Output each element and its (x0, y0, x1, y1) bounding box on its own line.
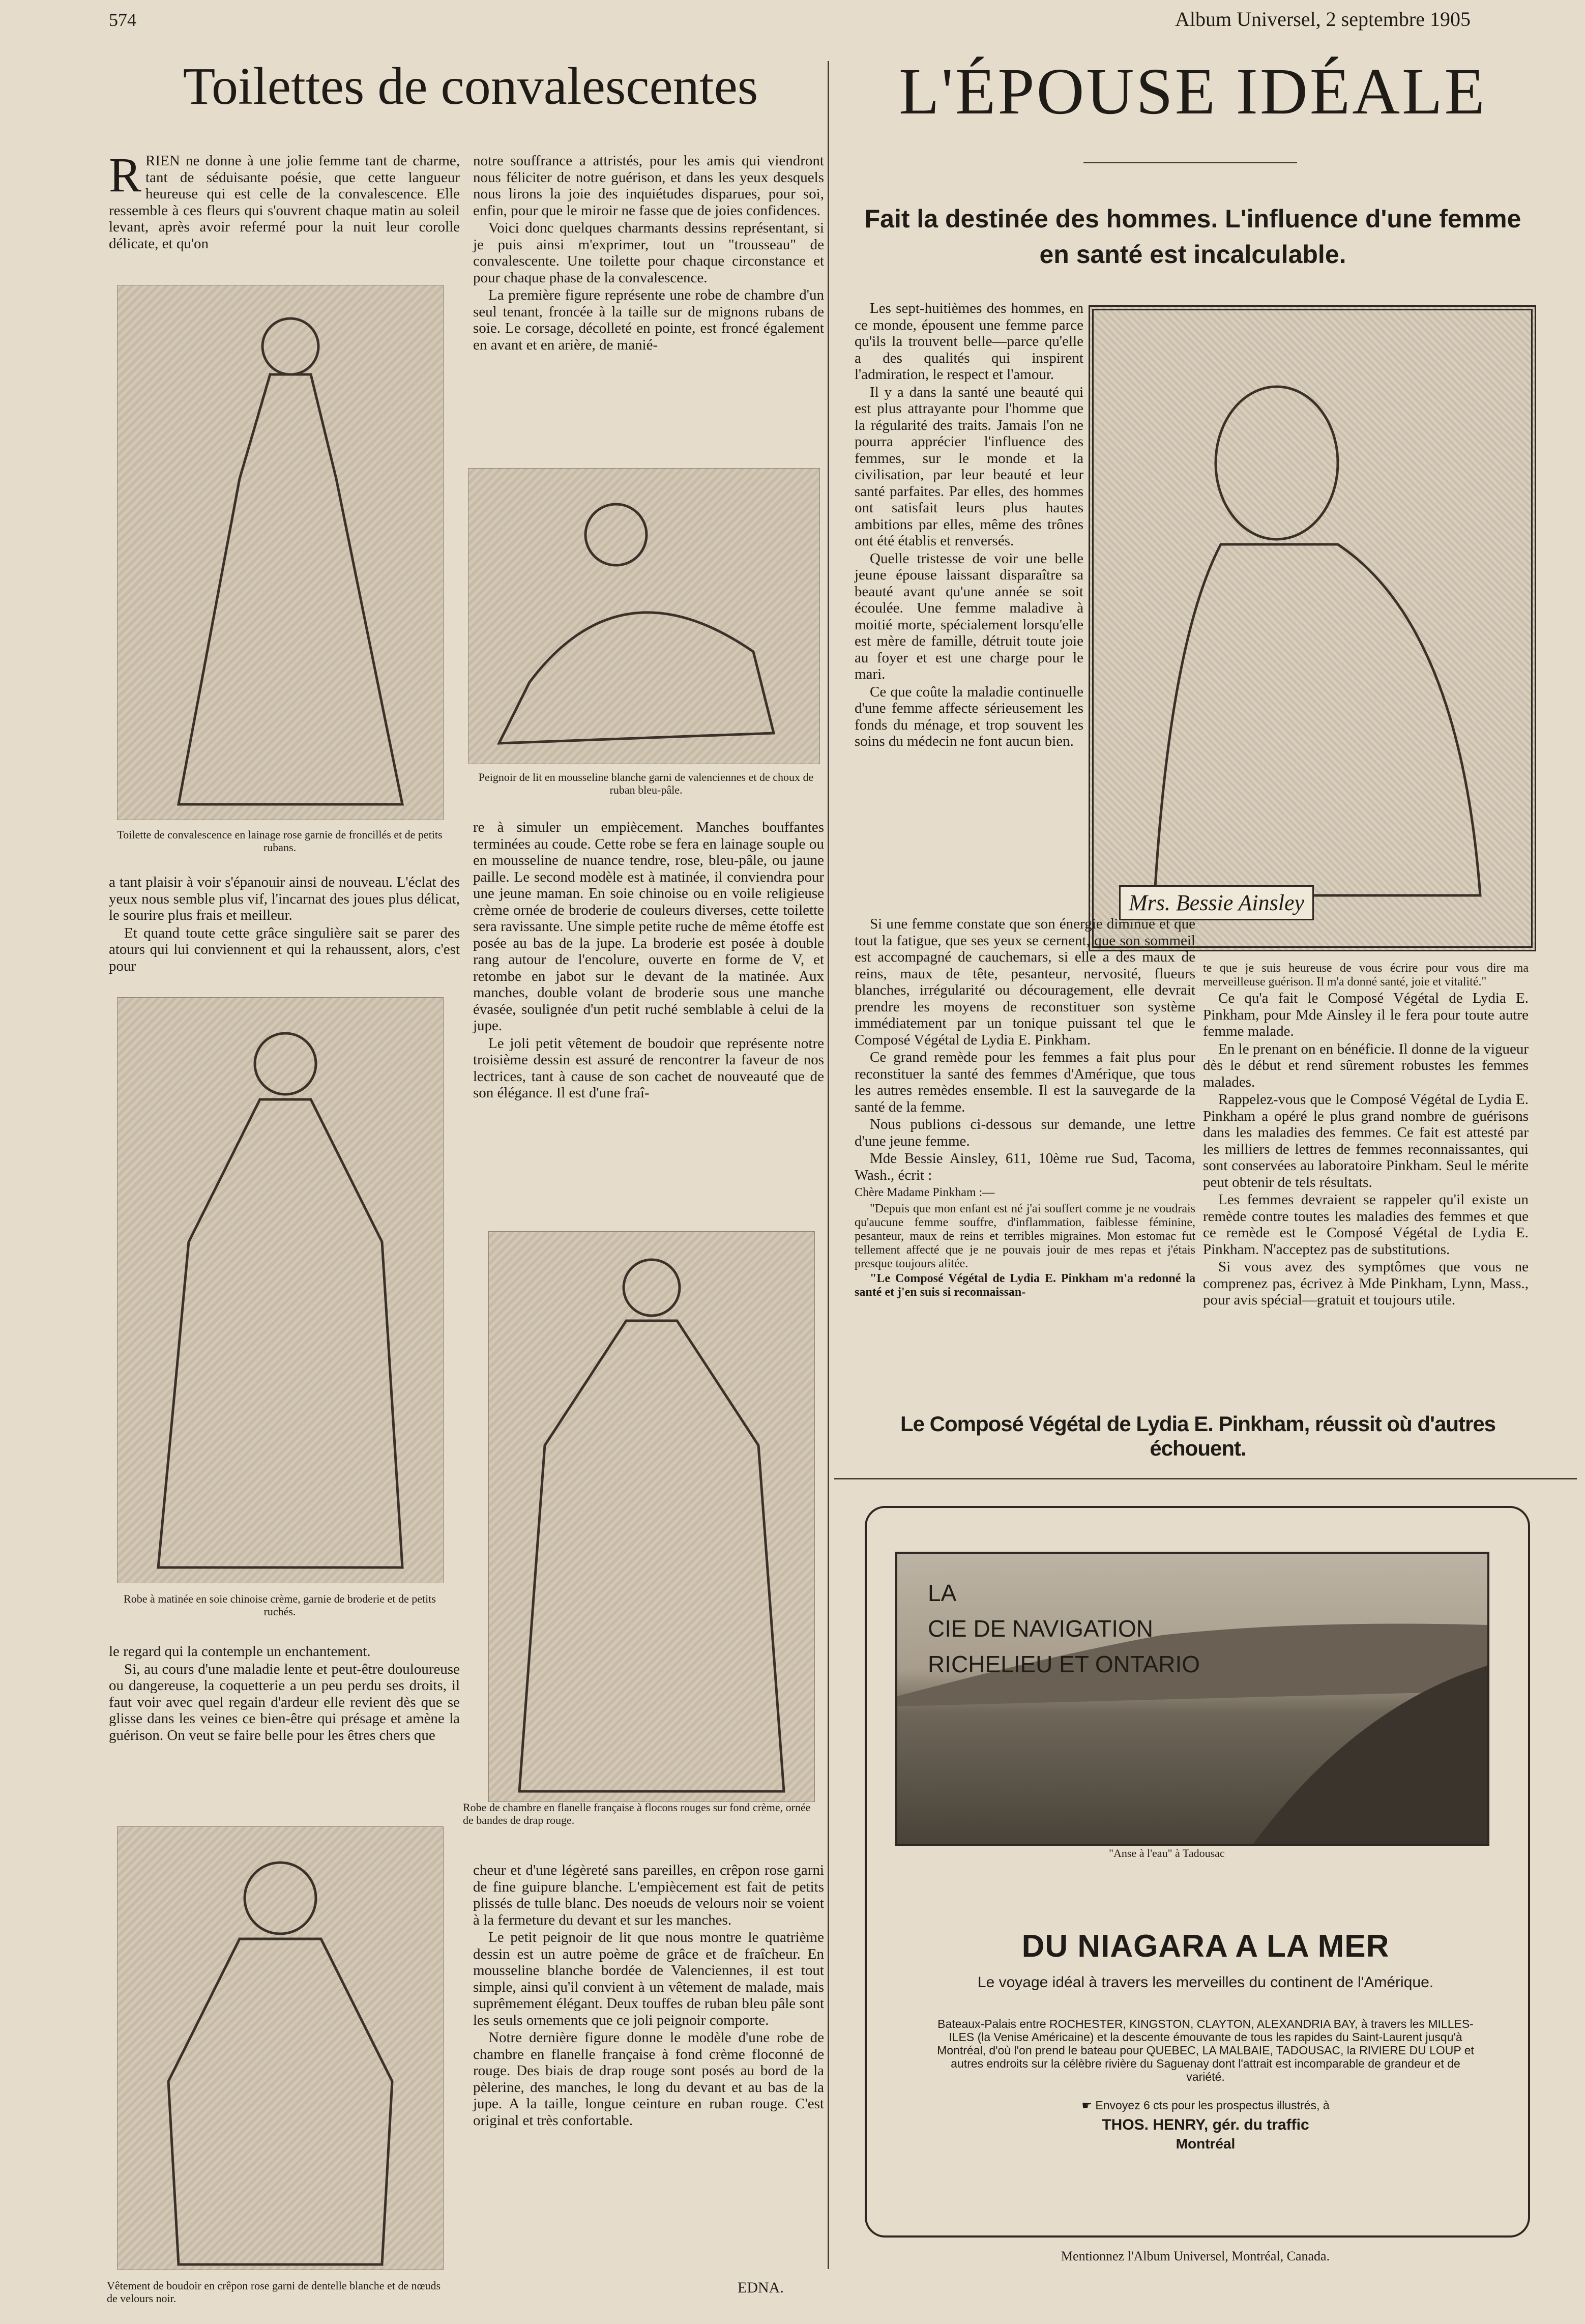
navigation-body: Bateaux-Palais entre ROCHESTER, KINGSTON, CLAYTON, ALEXANDRIA BAY, à travers les MILLES-ILES (la Venise Américaine) et la descente émouvante de tous les rapides du Saint-Laurent jusqu'à Montréal, d'où l'on prend le bateau pour QUEBEC, LA MALBAIE, TADOUSAC, la RIVIERE DU LOUP et autres endroits sur la célèbre rivière du Saguenay dont l'attrait est incomparable de grandeur et de variété. (937, 2017, 1474, 2083)
ad-body-col2 (1203, 962, 1529, 1310)
figure-5-illustration (117, 1826, 444, 2270)
navigation-contact: THOS. HENRY, gér. du traffic (1102, 2116, 1309, 2133)
navigation-send (946, 2099, 1465, 2112)
photo-caption: "Anse à l'eau" à Tadousac (1109, 1847, 1225, 1860)
masthead: Album Universel, 2 septembre 1905 (1175, 8, 1471, 31)
page-number: 574 (109, 10, 136, 30)
figure-2-illustration (468, 468, 820, 764)
article-col1-intro (109, 148, 460, 252)
navigation-headline: DU NIAGARA A LA MER (1021, 1929, 1390, 1964)
column-divider (828, 61, 829, 2269)
drop-cap: R (109, 148, 142, 202)
article-text: le regard qui la contemple un enchantement. (109, 1643, 371, 1660)
article-text: La première figure représente une robe de chambre d'un seul tenant, froncée à la taille sur de mignons rubans de soie. Le corsage, décolleté en pointe, est froncé également en avant et en arière, de manié- (473, 287, 824, 353)
title-rule (1083, 162, 1297, 163)
ad-text: Rappelez-vous que le Composé Végétal de Lydia E. Pinkham a opéré le plus grand nombre de guérisons dans les maladies des femmes. Ce fait est attesté par les milliers de lettres de femmes reconnaissantes, qui sont conservées au laboratoire Pinkham. Seul le mérite peut obtenir de tels résultats. (1203, 1091, 1529, 1190)
landscape-icon (897, 1554, 1487, 1844)
section-divider (834, 1478, 1577, 1479)
photo-text-cie: CIE DE NAVIGATION (928, 1615, 1154, 1642)
navigation-photo (895, 1552, 1489, 1846)
ad-text: Nous publions ci-dessous sur demande, une lettre d'une jeune femme. (855, 1116, 1195, 1149)
send-text: Envoyez 6 cts pour les prospectus illustrés, à (1095, 2099, 1330, 2112)
letter-text: "Depuis que mon enfant est né j'ai souffert comme je ne voudrais qu'aucune femme souffre, d'inflammation, faiblesse féminine, pesanteur, maux de reins et terribles migraines. Mon estomac fut tellement affecté que je ne pouvais jouir de mes repas et j'étais presque toujours alitée. (855, 1202, 1195, 1270)
article-text: Le joli petit vêtement de boudoir que représente notre troisième dessin est assuré de rencontrer la faveur de nos lectrices, tant à cause de son cachet de nouveauté que de son élégance. Il est d'une fraî- (473, 1035, 824, 1101)
article-text: Si, au cours d'une maladie lente et peut-être douloureuse ou dangereuse, la coquetterie a un peu perdu ses droits, il faut voir avec quel regain d'ardeur elle revient dès que se glisse dans les veines ce bien-être qui présage et amène la guérison. On veut se faire belle pour les êtres chers que (109, 1661, 460, 1744)
ad-text: Les femmes devraient se rappeler qu'il existe un remède contre toutes les maladies des femmes et que ce remède est le Composé Végétal de Lydia E. Pinkham. N'acceptez pas de substitutions. (1203, 1192, 1529, 1258)
article-col1-end (109, 1643, 460, 1745)
article-col2-end (473, 1862, 824, 2130)
woman-portrait-icon (1094, 310, 1531, 946)
navigation-city: Montréal (1176, 2136, 1236, 2152)
article-col2-top (473, 153, 824, 354)
caption-fig1: Toilette de convalescence en lainage rose garnie de froncillés et de petits rubans. (117, 828, 443, 854)
article-text: Le petit peignoir de lit que nous montre le quatrième dessin est un autre poème de grâce et de fraîcheur. En mousseline blanche bordée de Valenciennes, il est tout simple, ainsi qu'il convient à un vêtement de malade, mais suprêmement élégant. Deux touffes de ruban bleu pâle sont les seuls ornements que ce joli peignoir comporte. (473, 1929, 824, 2028)
letter-text: "Le Composé Végétal de Lydia E. Pinkham m'a redonné la santé et j'en suis si reconnaissan- (855, 1271, 1195, 1299)
ad-tagline: Le Composé Végétal de Lydia E. Pinkham, réussit où d'autres échouent. (900, 1412, 1496, 1460)
reclining-figure-icon (468, 469, 819, 764)
dress-figure-icon (118, 998, 443, 1583)
article-title: Toilettes de convalescentes (183, 57, 758, 115)
ad-body-col1-top (855, 300, 1083, 751)
ad-text: Si vous avez des symptômes que vous ne comprenez pas, écrivez à Mde Pinkham, Lynn, Mass., pour avis spécial—gratuit et toujours utile. (1203, 1259, 1529, 1308)
article-text: re à simuler un empiècement. Manches bouffantes terminées au coude. Cette robe se fera en lainage souple ou en mousseline de nuance tendre, rose, bleu-pâle, ou jaune paille. Le second modèle est à matinée, il conviendra pour une jeune maman. En soie chinoise ou en voile religieuse crème ornée de broderie de couleurs diverses, cette toilette sera ravissante. Une simple petite ruche de même étoffe est posée au bas de la jupe. La broderie est posée à double rang autour de l'encolure, ouverte en forme de V, et retombe en jabot sur le devant de la matinée. Aux manches, double volant de broderie sous une manche évasée, soulignée d'un petit ruché semblable à celui de la jupe. (473, 819, 824, 1034)
dress-figure-icon (489, 1232, 814, 1802)
ad-text: Les sept-huitièmes des hommes, en ce monde, épousent une femme parce qu'ils la trouvent belle—parce qu'elle a des qualités qui inspirent l'admiration, le respect et l'amour. (855, 300, 1083, 383)
pointing-hand-icon: ☛ (1081, 2099, 1096, 2112)
ad-text: Ce grand remède pour les femmes a fait plus pour reconstituer la santé des femmes d'Amérique, que tous les autres remèdes ensemble. Il est la sauvegarde de la santé de la femme. (855, 1049, 1195, 1115)
article-text: RIEN ne donne à une jolie femme tant de charme, tant de séduisante poésie, que cette langueur heureuse qui est celle de la convalescence. Elle ressemble à ces fleurs qui s'ouvrent chaque matin au soleil levant, après avoir refermé pour la nuit leur corolle délicate, et qu'on (109, 153, 460, 252)
ad-body-col1-bottom (855, 916, 1195, 1300)
ad-text: Mde Bessie Ainsley, 611, 10ème rue Sud, Tacoma, Wash., écrit : (855, 1150, 1195, 1183)
signature: EDNA. (738, 2279, 784, 2296)
ad-text: Quelle tristesse de voir une belle jeune épouse laissant disparaître sa beauté avant qu'une année se soit écoulée. Une femme maladive à moitié morte, spécialement lorsqu'elle est mère de famille, détruit toute joie au foyer et est une charge pour le mari. (855, 550, 1083, 682)
article-text: notre souffrance a attristés, pour les amis qui viendront nous féliciter de notre guérison, et dans les yeux desquels nous lirons la joie des inquiétudes disparues, pour soi, enfin, pour que le miroir ne fasse que de joies confidences. (473, 153, 824, 219)
figure-1-illustration (117, 285, 444, 820)
caption-fig2: Peignoir de lit en mousseline blanche garni de valenciennes et de choux de ruban bleu-pâle. (478, 771, 814, 796)
dress-figure-icon (118, 285, 443, 820)
portrait-frame (1089, 305, 1536, 951)
photo-text-la: LA (928, 1580, 957, 1606)
footer-note: Mentionnez l'Album Universel, Montréal, Canada. (1061, 2249, 1330, 2263)
ad-text: te que je suis heureuse de vous écrire pour vous dire ma merveilleuse guérison. Il m'a donné santé, joie et vitalité." (1203, 962, 1529, 989)
figure-4-illustration (488, 1231, 815, 1802)
letter-salutation: Chère Madame Pinkham :— (855, 1186, 995, 1199)
figure-3-illustration (117, 997, 444, 1583)
ad-text: Il y a dans la santé une beauté qui est plus attrayante pour l'homme que la régularité des traits. Jamais l'on ne pourra apprécier l'influence des femmes, sur le monde et la civilisation, par leur beauté et leur santé parfaites. Par elles, des hommes ont satisfait leurs plus hautes ambitions par elles, même des trônes ont été établis et renversés. (855, 384, 1083, 549)
ad-text: Ce que coûte la maladie continuelle d'une femme affecte sérieusement les fonds du ménage, et trop souvent les soins du médecin ne font aucun bien. (855, 683, 1083, 749)
article-text: Et quand toute cette grâce singulière sait se parer des atours qui lui conviennent et qui la rehaussent, alors, c'est pour (109, 924, 460, 974)
ad-title: L'ÉPOUSE IDÉALE (899, 55, 1487, 128)
article-text: Notre dernière figure donne le modèle d'une robe de chambre en flanelle française à fond crème floconné de rouge. Des biais de drap rouge sont posés au bord de la pèlerine, des manches, le long du devant et au bas de la jupe. A la taille, longue ceinture en ruban rouge. C'est original et très confortable. (473, 2029, 824, 2129)
article-text: a tant plaisir à voir s'épanouir ainsi de nouveau. L'éclat des yeux nous semble plus vif, l'incarnat des joues plus délicat, le sourire plus frais et meilleur. (109, 874, 460, 923)
article-col1-mid (109, 874, 460, 975)
article-text: Voici donc quelques charmants dessins représentant, si je puis ainsi m'exprimer, tout un "trousseau" de convalescente. Une toilette pour chaque circonstance et pour chaque phase de la convalescence. (473, 220, 824, 286)
ad-text: Ce qu'a fait le Composé Végétal de Lydia E. Pinkham, pour Mde Ainsley il le fera pour toute autre femme malade. (1203, 990, 1529, 1039)
caption-fig5: Vêtement de boudoir en crêpon rose garni de dentelle blanche et de nœuds de velours noir. (107, 2279, 441, 2305)
ad-subtitle: Fait la destinée des hommes. L'influence d'une femme en santé est incalculable. (864, 205, 1521, 269)
caption-fig4: Robe de chambre en flanelle française à flocons rouges sur fond crème, ornée de bandes de drap rouge. (463, 1801, 811, 1826)
dress-figure-icon (118, 1827, 443, 2270)
photo-text-richelieu: RICHELIEU ET ONTARIO (928, 1651, 1200, 1677)
article-text: cheur et d'une légèreté sans pareilles, en crêpon rose garni de fine guipure blanche. L'empiècement est fait de petits plissés de tulle blanc. Des noeuds de velours noir se voient à la fermeture du devant et sur les manches. (473, 1862, 824, 1928)
article-col2-mid (473, 819, 824, 1102)
ad-text: En le prenant on en bénéficie. Il donne de la vigueur dès le début et rend sûrement robustes les femmes malades. (1203, 1040, 1529, 1090)
caption-fig3: Robe à matinée en soie chinoise crème, garnie de broderie et de petits ruchés. (124, 1592, 436, 1618)
navigation-sub: Le voyage idéal à travers les merveilles du continent de l'Amérique. (977, 1974, 1434, 1991)
portrait-label: Mrs. Bessie Ainsley (1119, 885, 1314, 920)
ad-text: Si une femme constate que son énergie diminue et que tout la fatigue, que ses yeux se cernent, que son sommeil est accompagné de cauchemars, si elle a des maux de reins, maux de tête, pesanteur, nervosité, flueurs blanches, irrégularité ou découragement, elle devrait prendre les moyens de reconstituer son système immédiatement par un tonique puissant tel que le Composé Végétal de Lydia E. Pinkham. (855, 916, 1195, 1048)
